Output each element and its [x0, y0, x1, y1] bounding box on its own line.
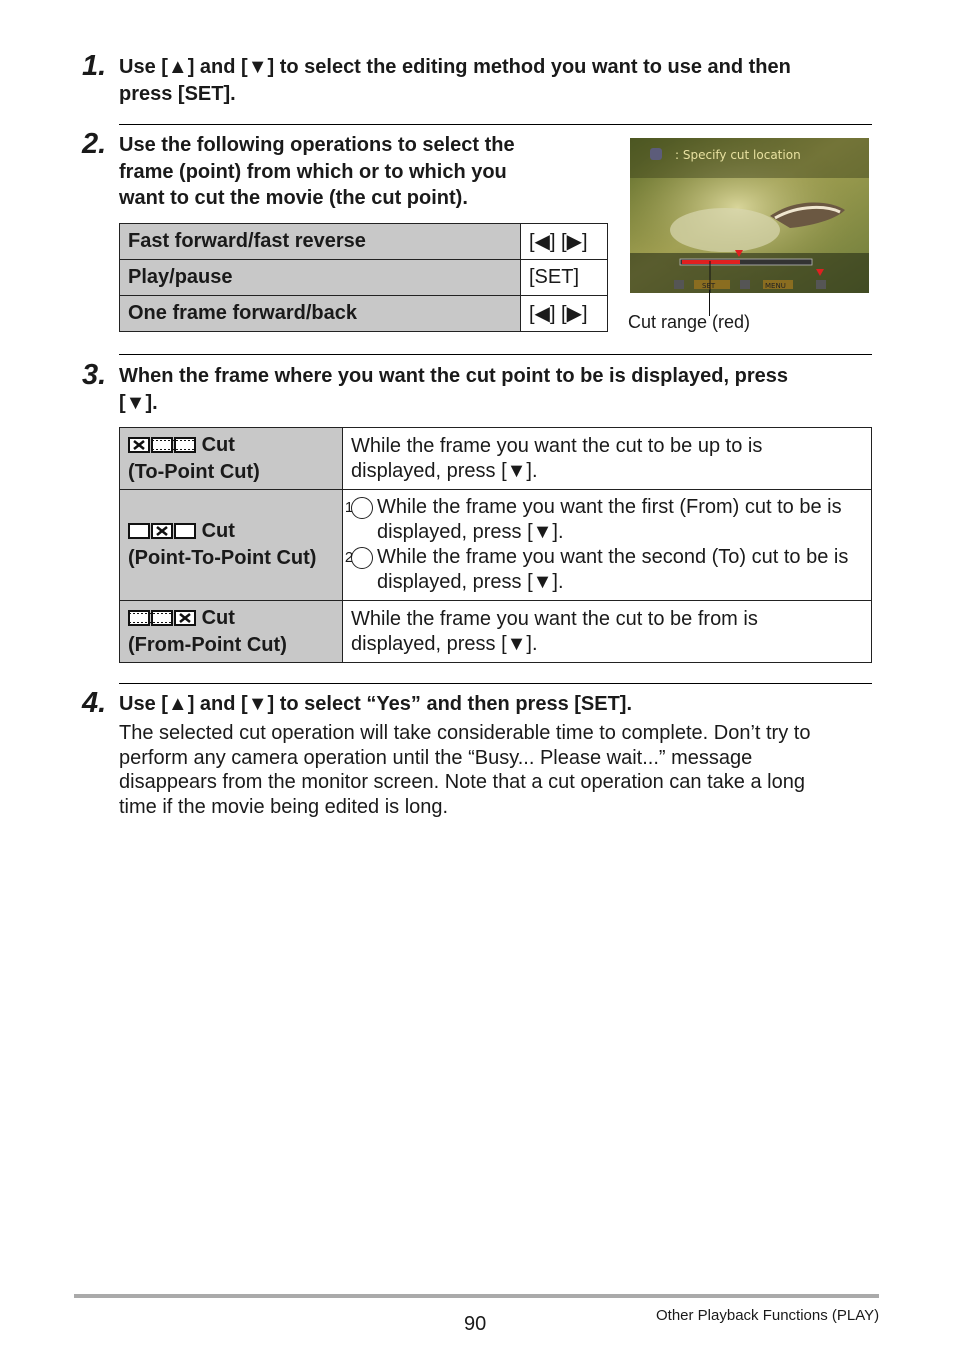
step-4-number: 4.	[82, 687, 107, 719]
cut-subtitle: (Point-To-Point Cut)	[128, 547, 317, 569]
operation-keys: [◀] [▶]	[521, 224, 608, 260]
divider	[119, 354, 872, 355]
step-4-heading: Use [▲] and [▼] to select “Yes” and then press [SET].	[119, 693, 633, 715]
cut-subtitle: (To-Point Cut)	[128, 460, 260, 483]
image-caption: Cut range (red)	[628, 312, 751, 332]
body-line: perform any camera operation until the “Busy... Please wait...” message	[119, 746, 753, 769]
point-to-point-cut-icon	[128, 521, 196, 546]
cut-method-description	[343, 601, 872, 663]
step-3-line-2: [▼].	[119, 391, 158, 414]
screen-menu-label: MENU	[765, 282, 786, 290]
description-line: While the frame you want the cut to be up to is	[351, 434, 763, 457]
footer-bar	[74, 1294, 879, 1298]
table-row	[120, 260, 608, 296]
screen-set-label: SET	[702, 282, 716, 290]
operations-table	[119, 223, 608, 332]
from-point-cut-icon	[128, 608, 196, 633]
cut-range-bar	[682, 260, 740, 264]
step-3-text	[119, 363, 788, 416]
step-1-text	[119, 54, 791, 107]
camera-screen-image	[630, 138, 869, 293]
page-number: 90	[464, 1313, 487, 1335]
operation-label: Fast forward/fast reverse	[120, 224, 521, 260]
body-line: disappears from the monitor screen. Note that a cut operation can take a long	[119, 771, 805, 793]
step-4-body	[119, 721, 810, 819]
description-line: displayed, press [▼].	[351, 459, 538, 482]
step-1-line-2: press [SET].	[119, 82, 236, 105]
cut-methods-table	[119, 427, 872, 663]
step-2-line-1: Use the following operations to select the	[119, 134, 515, 156]
camera-screen-graphic	[630, 138, 869, 293]
divider	[119, 124, 872, 125]
item-text: While the frame you want the second (To) cut to be is displayed, press [▼].	[377, 546, 849, 593]
step-2-line-3: want to cut the movie (the cut point).	[119, 187, 468, 209]
step-3-line-1: When the frame where you want the cut point to be is displayed, press	[119, 365, 789, 387]
cut-method-label	[120, 601, 343, 663]
cut-method-description	[343, 490, 872, 601]
step-2-text	[119, 132, 515, 212]
cut-title: Cut	[201, 433, 235, 456]
table-row	[120, 601, 872, 663]
cut-method-label	[120, 490, 343, 601]
cut-title: Cut	[201, 606, 235, 629]
screen-overlay-text: : Specify cut location	[675, 148, 801, 162]
step-2-number: 2.	[82, 128, 107, 160]
step-2-line-2: frame (point) from which or to which you	[119, 160, 507, 183]
step-3-number: 3.	[82, 359, 107, 391]
list-item	[344, 545, 863, 595]
cut-method-description	[343, 428, 872, 490]
operation-keys: [SET]	[521, 260, 608, 296]
cut-title: Cut	[201, 520, 235, 542]
table-row	[120, 296, 608, 332]
operation-label: One frame forward/back	[120, 296, 521, 332]
description-line: displayed, press [▼].	[351, 632, 538, 655]
table-row	[120, 224, 608, 260]
cut-method-label	[120, 428, 343, 490]
step-1-number: 1.	[82, 50, 107, 82]
operation-label: Play/pause	[120, 260, 521, 296]
operation-keys: [◀] [▶]	[521, 296, 608, 332]
circled-number-2: 2	[351, 547, 373, 569]
table-row	[120, 490, 872, 601]
body-line: The selected cut operation will take considerable time to complete. Don’t try to	[119, 722, 811, 744]
divider	[119, 683, 872, 684]
circled-number-1: 1	[351, 497, 373, 519]
table-row	[120, 428, 872, 490]
description-line: While the frame you want the cut to be from is	[351, 607, 758, 630]
item-text: While the frame you want the first (From) cut to be is displayed, press [▼].	[377, 496, 842, 543]
list-item	[344, 495, 863, 545]
section-title: Other Playback Functions (PLAY)	[656, 1307, 880, 1324]
step-1-line-1: Use [▲] and [▼] to select the editing method you want to use and then	[119, 56, 791, 78]
cut-subtitle: (From-Point Cut)	[128, 633, 287, 656]
to-point-cut-icon	[128, 435, 196, 460]
body-line: time if the movie being edited is long.	[119, 795, 449, 818]
